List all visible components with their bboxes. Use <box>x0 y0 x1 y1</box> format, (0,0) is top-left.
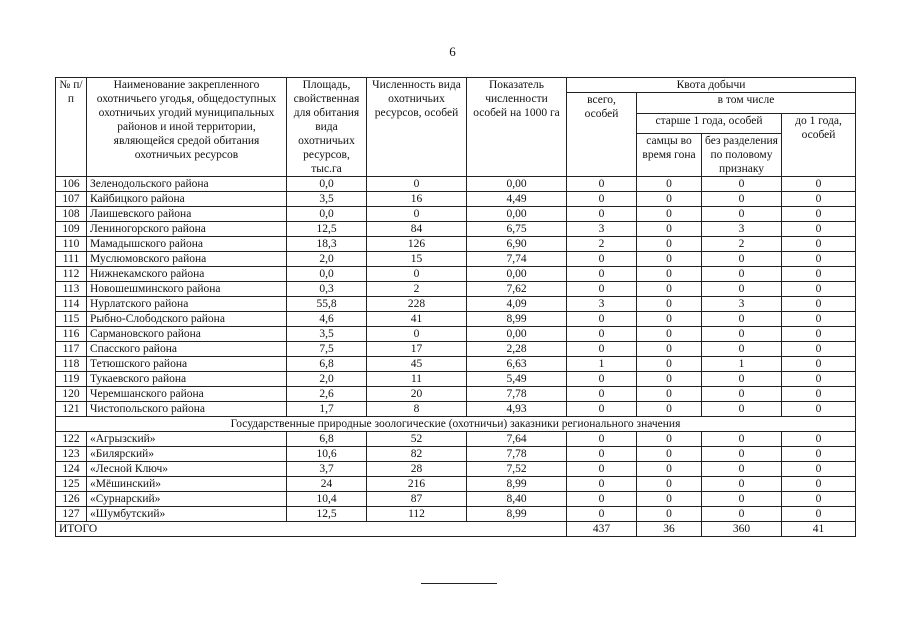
cell-num: 123 <box>56 447 87 462</box>
cell-name: Лениногорского района <box>87 222 287 237</box>
cell-young: 0 <box>782 447 856 462</box>
cell-nosex: 2 <box>702 237 782 252</box>
cell-num: 126 <box>56 492 87 507</box>
cell-density: 6,75 <box>467 222 567 237</box>
cell-total: 0 <box>567 387 637 402</box>
cell-density: 8,40 <box>467 492 567 507</box>
cell-nosex: 0 <box>702 462 782 477</box>
cell-num: 124 <box>56 462 87 477</box>
cell-total: 0 <box>567 342 637 357</box>
cell-total: 0 <box>567 267 637 282</box>
header-including: в том числе <box>637 93 856 114</box>
footer-divider <box>421 583 497 584</box>
cell-total: 0 <box>567 327 637 342</box>
cell-name: «Лесной Ключ» <box>87 462 287 477</box>
cell-density: 7,78 <box>467 387 567 402</box>
header-males: самцы во время гона <box>637 134 702 177</box>
cell-area: 3,5 <box>287 327 367 342</box>
cell-count: 82 <box>367 447 467 462</box>
cell-density: 4,93 <box>467 402 567 417</box>
cell-young: 0 <box>782 282 856 297</box>
cell-count: 20 <box>367 387 467 402</box>
cell-males: 0 <box>637 237 702 252</box>
cell-area: 3,5 <box>287 192 367 207</box>
cell-males: 0 <box>637 177 702 192</box>
table-row <box>56 432 856 447</box>
cell-young: 0 <box>782 267 856 282</box>
cell-total: 0 <box>567 177 637 192</box>
cell-num: 127 <box>56 507 87 522</box>
cell-count: 8 <box>367 402 467 417</box>
cell-males: 0 <box>637 297 702 312</box>
header-area: Площадь, свойственная для обитания вида охотничьих ресурсов, тыс.га <box>287 78 367 177</box>
cell-total: 0 <box>567 432 637 447</box>
cell-males: 0 <box>637 312 702 327</box>
cell-nosex: 0 <box>702 507 782 522</box>
cell-males: 0 <box>637 282 702 297</box>
cell-density: 8,99 <box>467 477 567 492</box>
cell-total: 0 <box>567 477 637 492</box>
table-totals <box>56 522 856 537</box>
cell-num: 120 <box>56 387 87 402</box>
table-row <box>56 282 856 297</box>
header-quota: Квота добычи <box>567 78 856 93</box>
cell-area: 24 <box>287 477 367 492</box>
cell-num: 125 <box>56 477 87 492</box>
cell-name: Мамадышского района <box>87 237 287 252</box>
totals-row <box>56 522 856 537</box>
cell-num: 114 <box>56 297 87 312</box>
cell-males: 0 <box>637 267 702 282</box>
cell-num: 117 <box>56 342 87 357</box>
cell-total: 0 <box>567 507 637 522</box>
cell-num: 107 <box>56 192 87 207</box>
cell-total: 1 <box>567 357 637 372</box>
header-older: старше 1 года, особей <box>637 113 782 134</box>
table-row <box>56 402 856 417</box>
cell-total: 3 <box>567 222 637 237</box>
cell-young: 0 <box>782 462 856 477</box>
cell-name: Черемшанского района <box>87 387 287 402</box>
cell-density: 6,63 <box>467 357 567 372</box>
cell-name: Лаишевского района <box>87 207 287 222</box>
cell-nosex: 0 <box>702 177 782 192</box>
cell-count: 0 <box>367 207 467 222</box>
cell-area: 0,3 <box>287 282 367 297</box>
cell-density: 8,99 <box>467 507 567 522</box>
cell-area: 12,5 <box>287 507 367 522</box>
cell-count: 112 <box>367 507 467 522</box>
cell-density: 7,74 <box>467 252 567 267</box>
cell-males: 0 <box>637 462 702 477</box>
cell-density: 7,64 <box>467 432 567 447</box>
table-header <box>56 78 856 177</box>
cell-total: 0 <box>567 447 637 462</box>
cell-num: 111 <box>56 252 87 267</box>
cell-young: 0 <box>782 477 856 492</box>
cell-males: 0 <box>637 447 702 462</box>
cell-name: Тетюшского района <box>87 357 287 372</box>
table-row <box>56 387 856 402</box>
cell-nosex: 0 <box>702 327 782 342</box>
cell-nosex: 0 <box>702 312 782 327</box>
header-num: № п/п <box>56 78 87 177</box>
cell-num: 106 <box>56 177 87 192</box>
cell-males: 0 <box>637 432 702 447</box>
totals-total: 437 <box>567 522 637 537</box>
cell-count: 16 <box>367 192 467 207</box>
cell-area: 2,6 <box>287 387 367 402</box>
cell-name: Нурлатского района <box>87 297 287 312</box>
table-row <box>56 357 856 372</box>
cell-nosex: 1 <box>702 357 782 372</box>
cell-name: Тукаевского района <box>87 372 287 387</box>
cell-density: 7,78 <box>467 447 567 462</box>
cell-count: 11 <box>367 372 467 387</box>
cell-young: 0 <box>782 237 856 252</box>
table-row <box>56 507 856 522</box>
cell-count: 17 <box>367 342 467 357</box>
table-body-reserves <box>56 432 856 522</box>
cell-total: 0 <box>567 402 637 417</box>
cell-young: 0 <box>782 432 856 447</box>
cell-count: 15 <box>367 252 467 267</box>
cell-area: 55,8 <box>287 297 367 312</box>
cell-num: 118 <box>56 357 87 372</box>
cell-count: 45 <box>367 357 467 372</box>
cell-young: 0 <box>782 492 856 507</box>
cell-count: 87 <box>367 492 467 507</box>
cell-density: 7,52 <box>467 462 567 477</box>
cell-nosex: 0 <box>702 342 782 357</box>
header-density: Показатель численности особей на 1000 га <box>467 78 567 177</box>
table-row <box>56 492 856 507</box>
header-young: до 1 года, особей <box>782 113 856 177</box>
cell-nosex: 0 <box>702 192 782 207</box>
cell-area: 0,0 <box>287 207 367 222</box>
cell-area: 4,6 <box>287 312 367 327</box>
cell-males: 0 <box>637 192 702 207</box>
cell-total: 3 <box>567 297 637 312</box>
table-row <box>56 237 856 252</box>
cell-nosex: 0 <box>702 252 782 267</box>
cell-males: 0 <box>637 372 702 387</box>
cell-young: 0 <box>782 372 856 387</box>
table-row <box>56 267 856 282</box>
table-row <box>56 312 856 327</box>
cell-males: 0 <box>637 402 702 417</box>
header-name: Наименование закрепленного охотничьего угодья, общедоступных охотничьих угодий муниципальных районов и иной территории, являющейся средой обитания охотничьих ресурсов <box>87 78 287 177</box>
cell-density: 0,00 <box>467 177 567 192</box>
cell-area: 2,0 <box>287 372 367 387</box>
cell-young: 0 <box>782 222 856 237</box>
cell-males: 0 <box>637 507 702 522</box>
cell-nosex: 3 <box>702 297 782 312</box>
hunting-quota-table <box>55 77 856 537</box>
section-title: Государственные природные зоологические (охотничьи) заказники регионального значения <box>56 417 856 432</box>
cell-density: 4,09 <box>467 297 567 312</box>
cell-num: 113 <box>56 282 87 297</box>
cell-total: 2 <box>567 237 637 252</box>
cell-young: 0 <box>782 507 856 522</box>
section-row <box>56 417 856 432</box>
cell-num: 119 <box>56 372 87 387</box>
table-row <box>56 372 856 387</box>
cell-males: 0 <box>637 327 702 342</box>
cell-count: 0 <box>367 327 467 342</box>
cell-name: «Сурнарский» <box>87 492 287 507</box>
cell-males: 0 <box>637 207 702 222</box>
cell-area: 10,4 <box>287 492 367 507</box>
cell-name: Нижнекамского района <box>87 267 287 282</box>
cell-total: 0 <box>567 282 637 297</box>
cell-young: 0 <box>782 297 856 312</box>
cell-area: 10,6 <box>287 447 367 462</box>
totals-label: ИТОГО <box>56 522 567 537</box>
cell-name: «Агрызский» <box>87 432 287 447</box>
cell-males: 0 <box>637 252 702 267</box>
table-row <box>56 222 856 237</box>
totals-males: 36 <box>637 522 702 537</box>
table-row <box>56 207 856 222</box>
cell-name: «Шумбутский» <box>87 507 287 522</box>
cell-young: 0 <box>782 192 856 207</box>
cell-young: 0 <box>782 357 856 372</box>
cell-name: Зеленодольского района <box>87 177 287 192</box>
cell-area: 18,3 <box>287 237 367 252</box>
cell-count: 0 <box>367 267 467 282</box>
cell-nosex: 0 <box>702 402 782 417</box>
cell-young: 0 <box>782 252 856 267</box>
cell-density: 2,28 <box>467 342 567 357</box>
cell-count: 126 <box>367 237 467 252</box>
cell-area: 7,5 <box>287 342 367 357</box>
cell-name: «Билярский» <box>87 447 287 462</box>
cell-total: 0 <box>567 312 637 327</box>
cell-num: 109 <box>56 222 87 237</box>
cell-density: 0,00 <box>467 207 567 222</box>
table-row <box>56 342 856 357</box>
cell-males: 0 <box>637 492 702 507</box>
cell-young: 0 <box>782 207 856 222</box>
cell-num: 121 <box>56 402 87 417</box>
cell-total: 0 <box>567 372 637 387</box>
cell-num: 112 <box>56 267 87 282</box>
header-count: Численность вида охотничьих ресурсов, особей <box>367 78 467 177</box>
cell-count: 216 <box>367 477 467 492</box>
table-row <box>56 192 856 207</box>
cell-young: 0 <box>782 387 856 402</box>
table-row <box>56 327 856 342</box>
cell-young: 0 <box>782 312 856 327</box>
cell-young: 0 <box>782 177 856 192</box>
cell-area: 0,0 <box>287 267 367 282</box>
table-row <box>56 462 856 477</box>
cell-young: 0 <box>782 327 856 342</box>
cell-area: 6,8 <box>287 357 367 372</box>
cell-area: 0,0 <box>287 177 367 192</box>
page-number: 6 <box>449 44 456 59</box>
cell-name: Кайбицкого района <box>87 192 287 207</box>
table-row <box>56 477 856 492</box>
cell-total: 0 <box>567 252 637 267</box>
cell-num: 116 <box>56 327 87 342</box>
cell-males: 0 <box>637 477 702 492</box>
cell-nosex: 0 <box>702 432 782 447</box>
cell-density: 6,90 <box>467 237 567 252</box>
cell-name: Муслюмовского района <box>87 252 287 267</box>
cell-count: 2 <box>367 282 467 297</box>
cell-num: 122 <box>56 432 87 447</box>
cell-young: 0 <box>782 402 856 417</box>
table-row <box>56 447 856 462</box>
header-total: всего, особей <box>567 93 637 177</box>
cell-count: 52 <box>367 432 467 447</box>
cell-young: 0 <box>782 342 856 357</box>
cell-count: 84 <box>367 222 467 237</box>
cell-area: 12,5 <box>287 222 367 237</box>
cell-name: Чистопольского района <box>87 402 287 417</box>
cell-num: 110 <box>56 237 87 252</box>
cell-name: «Мёшинский» <box>87 477 287 492</box>
cell-nosex: 0 <box>702 447 782 462</box>
cell-nosex: 0 <box>702 492 782 507</box>
cell-num: 115 <box>56 312 87 327</box>
table-row <box>56 297 856 312</box>
cell-nosex: 0 <box>702 282 782 297</box>
cell-count: 0 <box>367 177 467 192</box>
cell-total: 0 <box>567 462 637 477</box>
cell-total: 0 <box>567 492 637 507</box>
cell-nosex: 0 <box>702 477 782 492</box>
cell-area: 3,7 <box>287 462 367 477</box>
cell-density: 4,49 <box>467 192 567 207</box>
cell-area: 1,7 <box>287 402 367 417</box>
cell-count: 228 <box>367 297 467 312</box>
table-row <box>56 177 856 192</box>
cell-density: 0,00 <box>467 327 567 342</box>
cell-total: 0 <box>567 192 637 207</box>
cell-males: 0 <box>637 357 702 372</box>
cell-num: 108 <box>56 207 87 222</box>
cell-males: 0 <box>637 222 702 237</box>
cell-density: 5,49 <box>467 372 567 387</box>
header-nosex: без разделения по половому признаку <box>702 134 782 177</box>
cell-count: 41 <box>367 312 467 327</box>
cell-area: 2,0 <box>287 252 367 267</box>
cell-name: Сармановского района <box>87 327 287 342</box>
cell-males: 0 <box>637 387 702 402</box>
cell-nosex: 0 <box>702 207 782 222</box>
cell-total: 0 <box>567 207 637 222</box>
cell-density: 8,99 <box>467 312 567 327</box>
table-body-districts <box>56 177 856 417</box>
totals-nosex: 360 <box>702 522 782 537</box>
cell-nosex: 0 <box>702 372 782 387</box>
cell-nosex: 3 <box>702 222 782 237</box>
cell-area: 6,8 <box>287 432 367 447</box>
cell-name: Новошешминского района <box>87 282 287 297</box>
table-section <box>56 417 856 432</box>
cell-males: 0 <box>637 342 702 357</box>
cell-density: 0,00 <box>467 267 567 282</box>
cell-density: 7,62 <box>467 282 567 297</box>
cell-count: 28 <box>367 462 467 477</box>
table-row <box>56 252 856 267</box>
cell-nosex: 0 <box>702 387 782 402</box>
cell-name: Рыбно-Слободского района <box>87 312 287 327</box>
cell-name: Спасского района <box>87 342 287 357</box>
cell-nosex: 0 <box>702 267 782 282</box>
totals-young: 41 <box>782 522 856 537</box>
